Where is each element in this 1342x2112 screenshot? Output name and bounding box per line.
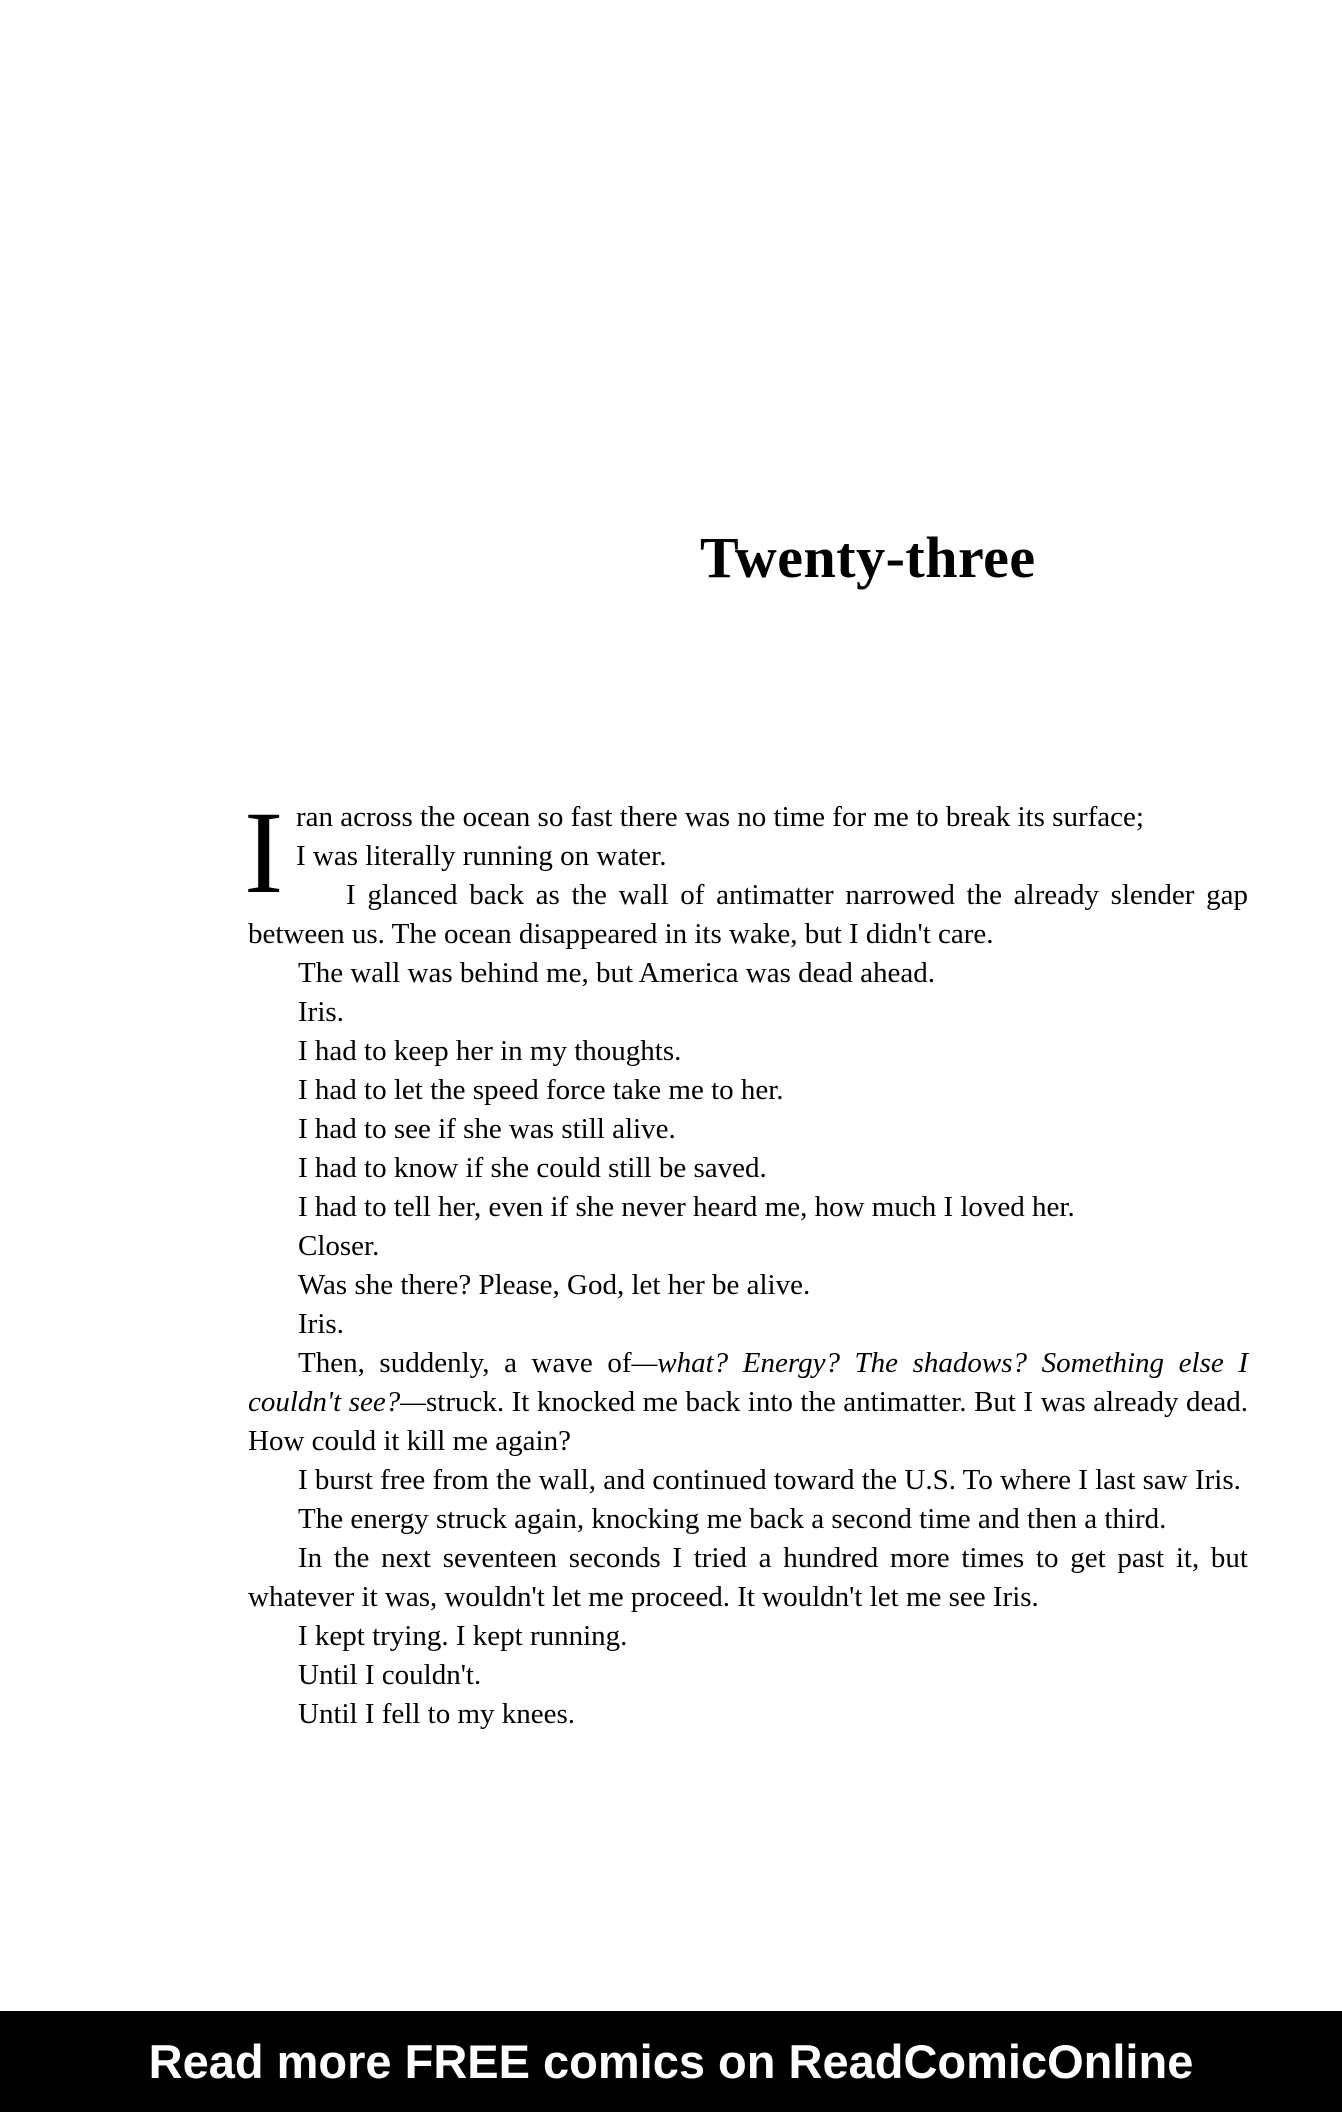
- paragraph: The wall was behind me, but America was dead ahead.: [298, 957, 935, 989]
- italic-text: —what? Energy? The shadows? Something else I couldn't see?—: [248, 1347, 1248, 1418]
- promo-banner-text[interactable]: Read more FREE comics on ReadComicOnline: [148, 2035, 1194, 2088]
- paragraph: Until I couldn't.: [298, 1659, 482, 1691]
- paragraph-text: Then, suddenly, a wave of: [298, 1347, 632, 1379]
- paragraph: Until I fell to my knees.: [298, 1698, 576, 1730]
- paragraph: Iris.: [298, 1308, 344, 1340]
- paragraph: I burst free from the wall, and continued toward the U.S. To where I last saw Iris.: [298, 1464, 1241, 1496]
- paragraph: The energy struck again, knocking me back a second time and then a third.: [298, 1503, 1167, 1535]
- paragraph: I had to let the speed force take me to her.: [298, 1074, 784, 1106]
- chapter-body: [244, 787, 1248, 1734]
- drop-cap: I: [244, 787, 284, 918]
- opening-line-1: ran across the ocean so fast there was no time for me to break its surface;: [296, 801, 1144, 833]
- paragraph: I had to keep her in my thoughts.: [298, 1035, 682, 1067]
- paragraph: I had to tell her, even if she never heard me, how much I loved her.: [298, 1191, 1075, 1223]
- chapter-title: Twenty-three: [700, 525, 1036, 590]
- paragraph-with-italics: [248, 1344, 1248, 1461]
- paragraph: Iris.: [298, 996, 344, 1028]
- paragraph: I glanced back as the wall of antimatter narrowed the already slender gap between us. The ocean disappeared in its wake, but I didn't care.: [248, 879, 1248, 950]
- promo-banner[interactable]: [0, 2011, 1342, 2112]
- paragraph: Closer.: [298, 1230, 380, 1262]
- opening-line-2: I was literally running on water.: [296, 840, 667, 872]
- paragraph: I had to know if she could still be saved.: [298, 1152, 767, 1184]
- paragraph: I kept trying. I kept running.: [298, 1620, 628, 1652]
- paragraph-text: struck. It knocked me back into the antimatter. But I was already dead. How could it kill me again?: [248, 1386, 1248, 1457]
- paragraph: Was she there? Please, God, let her be alive.: [298, 1269, 811, 1301]
- paragraph: I had to see if she was still alive.: [298, 1113, 676, 1145]
- paragraph: In the next seventeen seconds I tried a hundred more times to get past it, but whatever it was, wouldn't let me proceed. It wouldn't let me see Iris.: [248, 1542, 1248, 1613]
